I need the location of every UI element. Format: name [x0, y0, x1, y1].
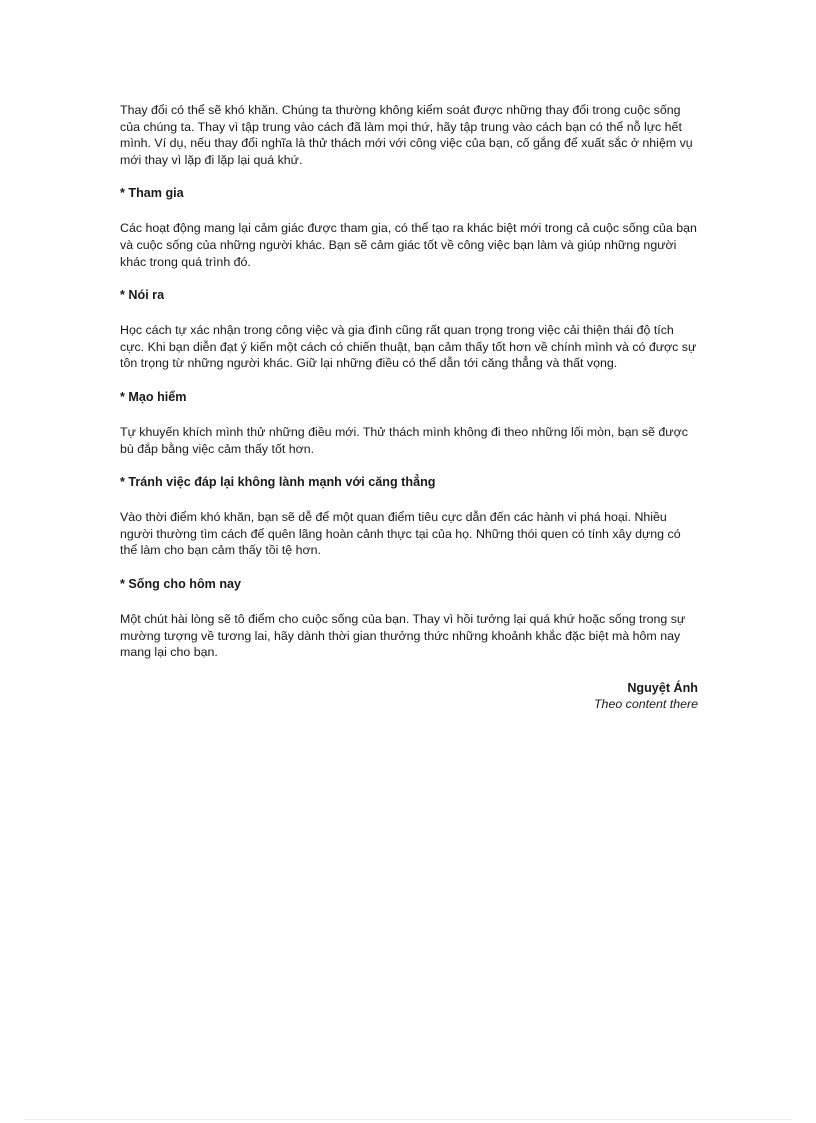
section-tham-gia: [120, 185, 698, 287]
section-song-cho-hom-nay: [120, 576, 698, 661]
spacer: [120, 457, 698, 474]
page-bottom-divider: [24, 1119, 792, 1120]
spacer: [120, 201, 698, 220]
section-heading: * Sống cho hôm nay: [120, 576, 242, 591]
section-body: Một chút hài lòng sẽ tô điểm cho cuộc sống của bạn. Thay vì hồi tưởng lại quá khứ hoặc sống trong sự mường tượng về tương lai, hãy dành thời gian thưởng thức những khoảnh khắc đặc biệt mà hôm nay mang lại cho bạn.: [120, 611, 686, 660]
section-heading: * Nói ra: [120, 288, 165, 303]
section-mao-hiem: [120, 389, 698, 474]
section-tranh-viec: [120, 474, 698, 576]
spacer: [120, 168, 698, 185]
spacer: [120, 372, 698, 389]
section-heading: * Tránh việc đáp lại không lành mạnh với căng thẳng: [120, 475, 436, 490]
signature-block: [120, 680, 698, 712]
section-heading: * Mạo hiểm: [120, 389, 187, 404]
spacer: [120, 490, 698, 509]
spacer: [120, 270, 698, 287]
section-noi-ra: [120, 287, 698, 389]
section-body: Tự khuyến khích mình thử những điều mới. Thử thách mình không đi theo những lối mòn, bạn sẽ được bù đắp bằng việc cảm thấy tốt hơn.: [120, 424, 688, 456]
spacer: [120, 592, 698, 611]
source-credit: Theo content there: [593, 696, 698, 711]
section-body: Học cách tự xác nhận trong công việc và gia đình cũng rất quan trọng trong việc cải thiện thái độ tích cực. Khi bạn diễn đạt ý kiến một cách có chiến thuật, bạn cảm thấy tốt hơn về chính mình và có được sự tôn trọng từ những người khác. Giữ lại những điều có thể dẫn tới căng thẳng và thất vọng.: [120, 323, 697, 371]
spacer: [120, 303, 698, 322]
spacer: [120, 405, 698, 424]
section-body: Các hoạt động mang lại cảm giác được tham gia, có thể tạo ra khác biệt mới trong cả cuộc sống của bạn và cuộc sống của những người khác. Bạn sẽ cảm giác tốt về công việc bạn làm và giúp những người khác trong quá trình đó.: [120, 221, 697, 269]
section-heading: * Tham gia: [120, 186, 184, 201]
section-body: Vào thời điểm khó khăn, bạn sẽ dễ để một quan điểm tiêu cực dẫn đến các hành vi phá hoại. Nhiều người thường tìm cách để quên lãng hoàn cảnh thực tại của họ. Những thói quen có tính xây dựng có thể làm cho bạn cảm thấy tồi tệ hơn.: [120, 510, 681, 558]
intro-paragraph: Thay đổi có thể sẽ khó khăn. Chúng ta thường không kiểm soát được những thay đổi trong cuộc sống của chúng ta. Thay vì tập trung vào cách đã làm mọi thứ, hãy tập trung vào cách bạn có thể nỗ lực hết mình. Ví dụ, nếu thay đổi nghĩa là thử thách mới với công việc của bạn, cố gắng để xuất sắc ở nhiệm vụ mới thay vì lặp đi lặp lại quá khứ.: [120, 103, 693, 167]
author-name: Nguyệt Ánh: [627, 680, 698, 695]
document-page: [120, 102, 698, 712]
spacer: [120, 559, 698, 576]
